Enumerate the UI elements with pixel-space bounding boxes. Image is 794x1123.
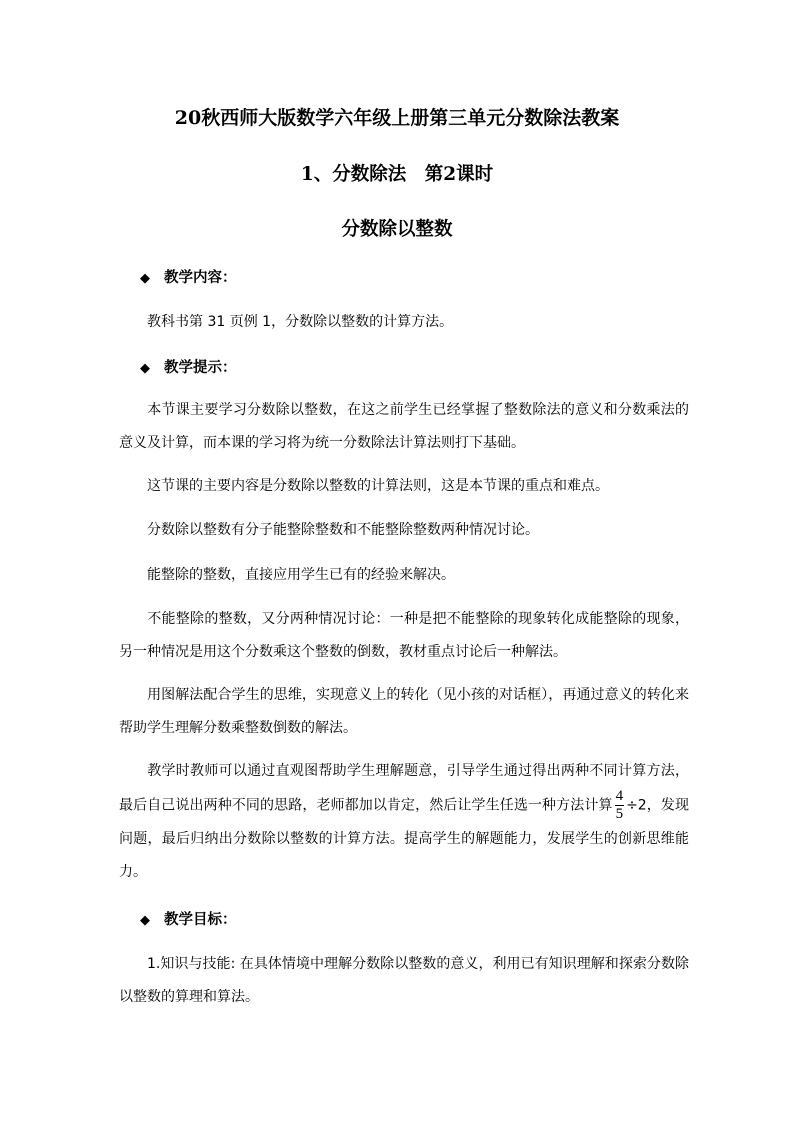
heading-teaching-goals — [140, 908, 237, 929]
diamond-bullet-icon: ◆ — [140, 361, 150, 376]
paragraph-hints-3: 分数除以整数有分子能整除整数和不能整除整数两种情况讨论。 — [147, 522, 539, 538]
paragraph-goals-1: 1.知识与技能: 在具体情境中理解分数除以整数的意义，利用已有知识理解和探索分数除以整数的算理和算法。 — [119, 956, 689, 1005]
heading-label: 教学提示： — [164, 360, 237, 376]
paragraph-hints-1: 本节课主要学习分数除以整数，在这之前学生已经掌握了整数除法的意义和分数乘法的意义及计算，而本课的学习将为统一分数除法计算法则打下基础。 — [119, 402, 689, 451]
topic-title: 分数除以整数 — [341, 219, 453, 240]
heading-teaching-content — [140, 266, 237, 287]
diamond-bullet-icon: ◆ — [140, 913, 150, 928]
heading-label: 教学目标： — [164, 912, 237, 928]
paragraph-hints-4: 能整除的整数，直接应用学生已有的经验来解决。 — [147, 567, 455, 583]
paragraph-hints-5: 不能整除的整数，又分两种情况讨论：一种是把不能整除的现象转化成能整除的现象，另一种情况是用这个分数乘这个整数的倒数，教材重点讨论后一种解法。 — [119, 611, 689, 660]
diamond-bullet-icon: ◆ — [140, 271, 150, 286]
lesson-title: 1、分数除法 第2课时 — [300, 164, 494, 185]
document-title: 20秋西师大版数学六年级上册第三单元分数除法教案 — [174, 107, 620, 129]
heading-teaching-hints — [140, 356, 237, 377]
paragraph-hints-2: 这节课的主要内容是分数除以整数的计算法则，这是本节课的重点和难点。 — [147, 478, 609, 494]
paragraph-content: 教科书第 31 页例 1，分数除以整数的计算方法。 — [147, 314, 454, 330]
heading-label: 教学内容： — [164, 270, 237, 286]
paragraph-hints-6: 用图解法配合学生的思维，实现意义上的转化（见小孩的对话框），再通过意义的转化来帮助学生理解分数乘整数倒数的解法。 — [119, 687, 689, 736]
fraction: $\frac{4}{5}$ — [615, 788, 624, 822]
paragraph-hints-7: 教学时教师可以通过直观图帮助学生理解题意，引导学生通过得出两种不同计算方法，最后自己说出两种不同的思路，老师都加以肯定，然后让学生任选一种方法计算 $\frac{4}{5}$ ÷2，发现问题，最后归纳出分数除以整数的计算方法。提高学生的解题能力，发展学生的创新思维能力。 — [119, 763, 690, 880]
